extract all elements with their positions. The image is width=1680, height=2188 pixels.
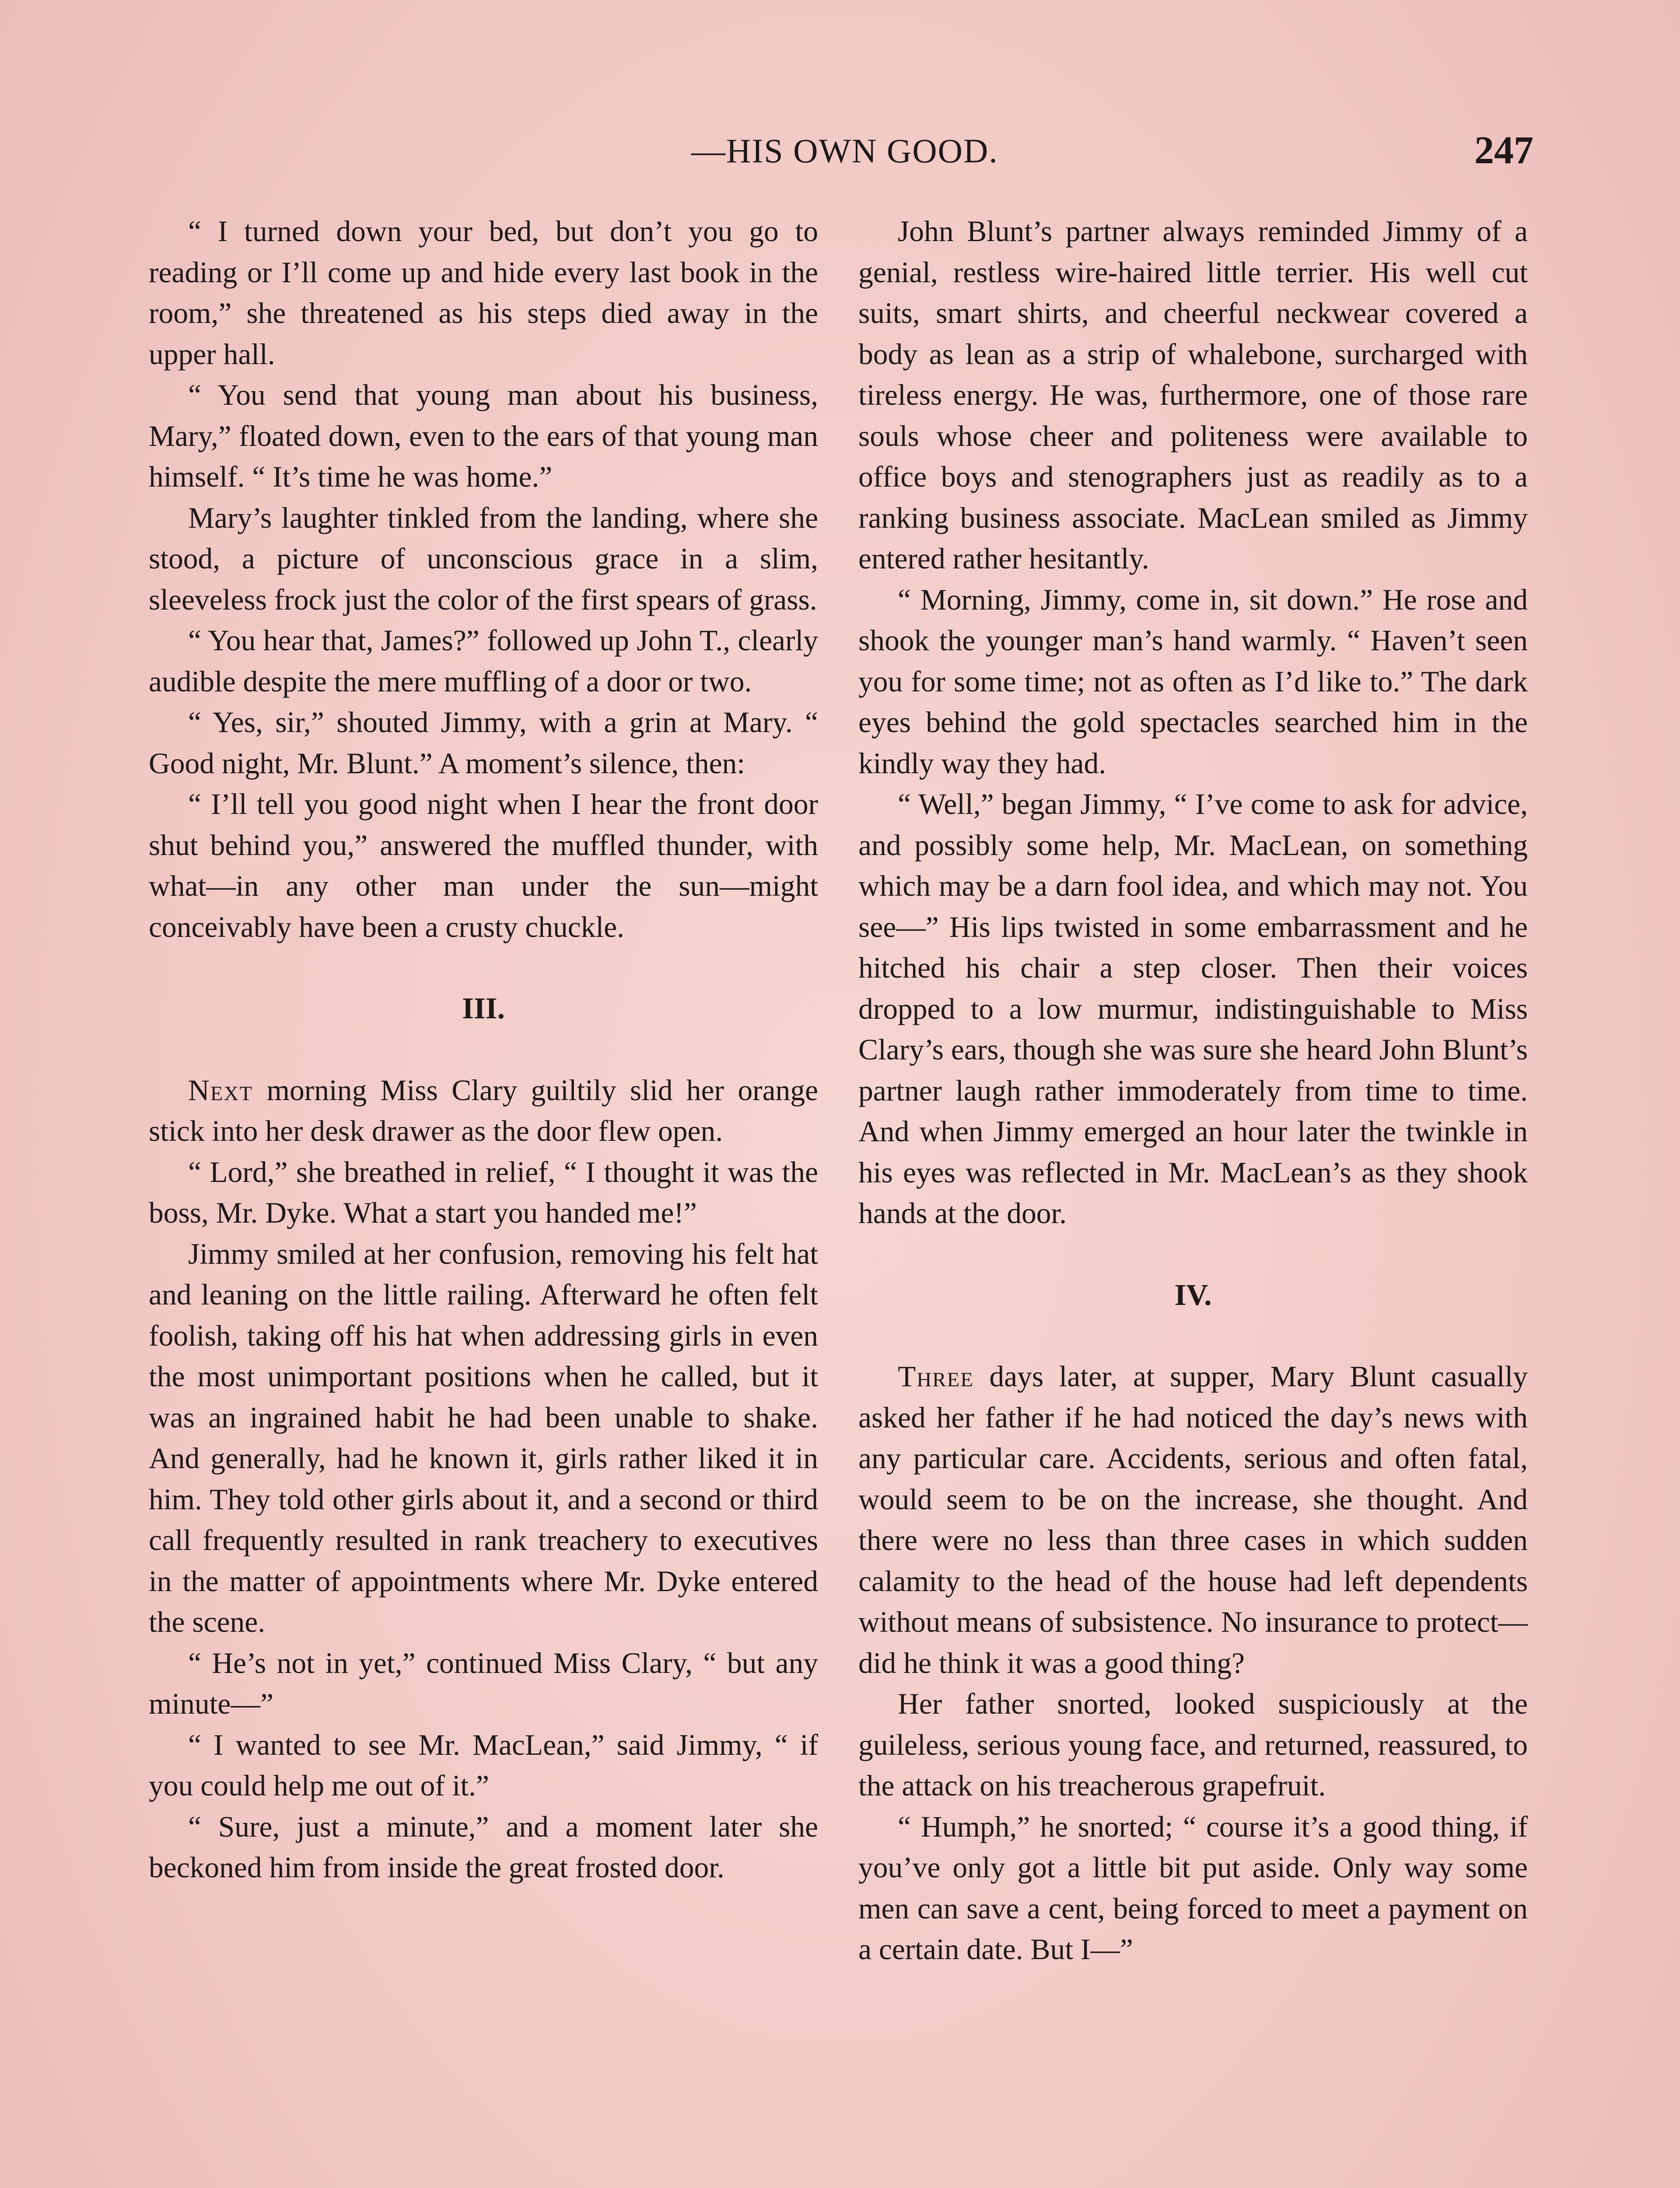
- paragraph: “ You send that young man about his business, Mary,” floated down, even to the ears of that young man himself. “ It’s time he was home.”: [149, 379, 818, 493]
- running-title: —HIS OWN GOOD.: [691, 132, 998, 170]
- paragraph: [858, 1356, 1528, 1683]
- paragraph-text: days later, at supper, Mary Blunt casually asked her father if he had noticed the day’s news with any particular care. Accidents, serious and often fatal, would seem to be on the increase, she thought. And there were no less than three cases in which sudden calamity to the head of the house had left dependents without means of subsistence. No insurance to protect—did he think it was a good thing?: [858, 1360, 1528, 1680]
- paragraph: “ I wanted to see Mr. MacLean,” said Jimmy, “ if you could help me out of it.”: [149, 1728, 818, 1802]
- paragraph: “ He’s not in yet,” continued Miss Clary, “ but any minute—”: [149, 1646, 818, 1720]
- paragraph: “ You hear that, James?” followed up John T., clearly audible despite the mere muffling of a door or two.: [149, 624, 818, 698]
- paragraph: “ Humph,” he snorted; “ course it’s a good thing, if you’ve only got a little bit put aside. Only way some men can save a cent, being forced to meet a payment on a certain date. But I—”: [858, 1810, 1528, 1966]
- paragraph: John Blunt’s partner always reminded Jimmy of a genial, restless wire-haired little terrier. His well cut suits, smart shirts, and cheerful neckwear covered a body as lean as a strip of whalebone, surcharged with tireless energy. He was, furthermore, one of those rare souls whose cheer and politeness were available to office boys and stenographers just as readily as to a ranking business associate. MacLean smiled as Jimmy entered rather hesitantly.: [858, 215, 1528, 575]
- paragraph: “ Sure, just a minute,” and a moment later she beckoned him from inside the great frosted door.: [149, 1810, 818, 1884]
- paragraph: [149, 1070, 818, 1152]
- paragraph: “ I’ll tell you good night when I hear the front door shut behind you,” answered the muffled thunder, with what—in any other man under the sun—might conceivably have been a crusty chuckle.: [149, 788, 818, 943]
- paragraph: Her father snorted, looked suspiciously at the guileless, serious young face, and returned, reassured, to the attack on his treacherous grapefruit.: [858, 1687, 1528, 1802]
- section-heading-iv: IV.: [1174, 1278, 1212, 1311]
- lead-word: Next: [188, 1073, 253, 1107]
- section-heading-iii: III.: [462, 992, 505, 1025]
- page-number: 247: [1474, 129, 1533, 172]
- page-header: [0, 131, 1680, 179]
- right-column: [858, 211, 1528, 1970]
- paragraph-text: morning Miss Clary guiltily slid her orange stick into her desk drawer as the door flew open.: [149, 1073, 818, 1147]
- left-column: [149, 211, 818, 1888]
- paragraph: “ Well,” began Jimmy, “ I’ve come to ask for advice, and possibly some help, Mr. MacLean, on something which may be a darn fool idea, and which may not. You see—” His lips twisted in some embarrassment and he hitched his chair a step closer. Then their voices dropped to a low murmur, indistinguishable to Miss Clary’s ears, though she was sure she heard John Blunt’s partner laugh rather immoderately from time to time. And when Jimmy emerged an hour later the twinkle in his eyes was reflected in Mr. MacLean’s as they shook hands at the door.: [858, 788, 1528, 1230]
- paragraph: “ Yes, sir,” shouted Jimmy, with a grin at Mary. “ Good night, Mr. Blunt.” A moment’s silence, then:: [149, 706, 818, 780]
- lead-word: Three: [898, 1360, 974, 1393]
- paragraph: Jimmy smiled at her confusion, removing his felt hat and leaning on the little railing. Afterward he often felt foolish, taking off his hat when addressing girls in even the most unimportant positions when he called, but it was an ingrained habit he had been unable to shake. And generally, had he known it, girls rather liked it in him. They told other girls about it, and a second or third call frequently resulted in rank treachery to executives in the matter of appointments where Mr. Dyke entered the scene.: [149, 1237, 818, 1638]
- paragraph: “ I turned down your bed, but don’t you go to reading or I’ll come up and hide every last book in the room,” she threatened as his steps died away in the upper hall.: [149, 215, 818, 371]
- paragraph: Mary’s laughter tinkled from the landing, where she stood, a picture of unconscious grace in a slim, sleeveless frock just the color of the first spears of grass.: [149, 501, 818, 616]
- paragraph: “ Morning, Jimmy, come in, sit down.” He rose and shook the younger man’s hand warmly. “ Haven’t seen you for some time; not as often as I’d like to.” The dark eyes behind the gold spectacles searched him in the kindly way they had.: [858, 583, 1528, 780]
- paragraph: “ Lord,” she breathed in relief, “ I thought it was the boss, Mr. Dyke. What a start you handed me!”: [149, 1155, 818, 1229]
